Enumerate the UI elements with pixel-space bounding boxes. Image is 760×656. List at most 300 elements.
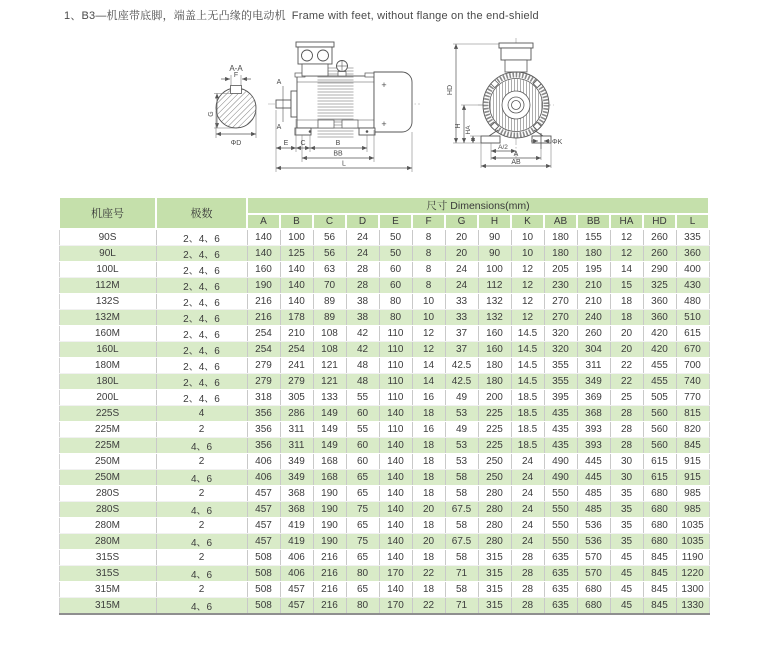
cell-poles: 2、4、6: [156, 278, 247, 294]
cell-dim-f: 12: [412, 326, 445, 342]
cell-dim-ha: 12: [610, 246, 643, 262]
cell-dim-l: 615: [676, 326, 709, 342]
cell-dim-ha: 45: [610, 550, 643, 566]
fan-cowl: [374, 72, 412, 132]
cell-dim-hd: 680: [643, 534, 676, 550]
cell-dim-c: 89: [313, 294, 346, 310]
cell-poles: 2: [156, 550, 247, 566]
cell-dim-ha: 30: [610, 470, 643, 486]
cell-dim-ab: 490: [544, 454, 577, 470]
cell-dim-hd: 680: [643, 518, 676, 534]
cell-dim-ab: 320: [544, 326, 577, 342]
cell-dim-b: 368: [280, 486, 313, 502]
cell-dim-h: 225: [478, 422, 511, 438]
cell-dim-d: 60: [346, 454, 379, 470]
cell-dim-g: 20: [445, 229, 478, 246]
cell-frame-size: 180M: [59, 358, 156, 374]
cell-dim-ab: 435: [544, 438, 577, 454]
cell-dim-a: 160: [247, 262, 280, 278]
col-header-l: L: [676, 214, 709, 229]
cell-dim-b: 140: [280, 262, 313, 278]
cell-dim-k: 28: [511, 582, 544, 598]
cell-dim-ha: 18: [610, 294, 643, 310]
cell-dim-e: 110: [379, 390, 412, 406]
cell-poles: 2、4、6: [156, 229, 247, 246]
cell-dim-a: 356: [247, 406, 280, 422]
cell-dim-ha: 45: [610, 566, 643, 582]
cell-dim-e: 80: [379, 294, 412, 310]
cell-dim-c: 108: [313, 342, 346, 358]
left-foot: [481, 136, 500, 143]
col-header-d: D: [346, 214, 379, 229]
cell-dim-k: 18.5: [511, 390, 544, 406]
cell-poles: 4、6: [156, 470, 247, 486]
cell-dim-l: 1330: [676, 598, 709, 615]
cell-dim-ha: 18: [610, 310, 643, 326]
cell-dim-d: 65: [346, 470, 379, 486]
cell-poles: 2、4、6: [156, 262, 247, 278]
cell-frame-size: 225M: [59, 422, 156, 438]
dim-label-h: H: [455, 123, 462, 129]
cell-frame-size: 315M: [59, 598, 156, 615]
cell-dim-g: 58: [445, 518, 478, 534]
cell-dim-k: 28: [511, 550, 544, 566]
table-row: [59, 358, 709, 374]
col-header-bb: BB: [577, 214, 610, 229]
cell-dim-c: 89: [313, 310, 346, 326]
cell-dim-k: 10: [511, 229, 544, 246]
table-row: [59, 390, 709, 406]
cell-dim-ab: 635: [544, 582, 577, 598]
cell-dim-bb: 536: [577, 518, 610, 534]
shaft: [276, 100, 291, 108]
cell-dim-e: 140: [379, 550, 412, 566]
cell-poles: 2: [156, 518, 247, 534]
cell-dim-ab: 550: [544, 486, 577, 502]
col-header-b: B: [280, 214, 313, 229]
dim-label-b: B: [335, 140, 341, 147]
cell-dim-e: 140: [379, 470, 412, 486]
cell-dim-h: 250: [478, 454, 511, 470]
cell-frame-size: 180L: [59, 374, 156, 390]
cell-dim-d: 42: [346, 342, 379, 358]
cell-frame-size: 280S: [59, 502, 156, 518]
page-title-en: Frame with feet, without flange on the end-shield: [291, 10, 539, 22]
cell-dim-f: 14: [412, 374, 445, 390]
cell-dim-d: 75: [346, 502, 379, 518]
cell-dim-f: 20: [412, 534, 445, 550]
cell-dim-b: 305: [280, 390, 313, 406]
cell-dim-c: 70: [313, 278, 346, 294]
cell-dim-hd: 505: [643, 390, 676, 406]
cell-dim-k: 12: [511, 262, 544, 278]
cell-dim-c: 216: [313, 598, 346, 615]
dim-label-phid: ΦD: [230, 140, 242, 147]
cell-dim-h: 160: [478, 326, 511, 342]
table-row: [59, 310, 709, 326]
cell-dim-f: 10: [412, 294, 445, 310]
col-header-e: E: [379, 214, 412, 229]
cell-dim-b: 140: [280, 278, 313, 294]
table-row: [59, 262, 709, 278]
cell-frame-size: 90S: [59, 229, 156, 246]
cell-dim-b: 406: [280, 550, 313, 566]
cell-dim-g: 58: [445, 486, 478, 502]
cell-frame-size: 100L: [59, 262, 156, 278]
cell-dim-ha: 45: [610, 598, 643, 615]
cell-frame-size: 132M: [59, 310, 156, 326]
cell-dim-l: 820: [676, 422, 709, 438]
table-row: [59, 598, 709, 615]
cell-dim-l: 670: [676, 342, 709, 358]
cell-dim-g: 58: [445, 582, 478, 598]
cell-poles: 2、4、6: [156, 294, 247, 310]
cell-dim-f: 8: [412, 246, 445, 262]
cell-dim-hd: 325: [643, 278, 676, 294]
cell-frame-size: 160M: [59, 326, 156, 342]
cell-dim-b: 368: [280, 502, 313, 518]
table-row: [59, 278, 709, 294]
cell-dim-l: 770: [676, 390, 709, 406]
cell-dim-b: 254: [280, 342, 313, 358]
cell-dim-g: 71: [445, 566, 478, 582]
table-row: [59, 326, 709, 342]
cell-dim-c: 168: [313, 454, 346, 470]
cell-dim-k: 18.5: [511, 438, 544, 454]
cell-poles: 2、4、6: [156, 374, 247, 390]
cell-dim-k: 24: [511, 502, 544, 518]
cell-dim-bb: 445: [577, 470, 610, 486]
cell-dim-bb: 445: [577, 454, 610, 470]
cell-dim-bb: 210: [577, 294, 610, 310]
cell-poles: 2、4、6: [156, 310, 247, 326]
cell-poles: 2、4、6: [156, 358, 247, 374]
cell-dim-k: 24: [511, 534, 544, 550]
dim-label-e: E: [283, 140, 289, 147]
cell-dim-b: 311: [280, 438, 313, 454]
cell-dim-f: 18: [412, 470, 445, 486]
cell-dim-d: 60: [346, 406, 379, 422]
cell-dim-hd: 615: [643, 454, 676, 470]
cell-poles: 4、6: [156, 566, 247, 582]
cell-dim-d: 65: [346, 582, 379, 598]
cell-poles: 4、6: [156, 502, 247, 518]
cell-dim-f: 16: [412, 422, 445, 438]
cell-dim-b: 140: [280, 294, 313, 310]
col-header-ha: HA: [610, 214, 643, 229]
cell-dim-d: 42: [346, 326, 379, 342]
cell-dim-f: 20: [412, 502, 445, 518]
cell-dim-ab: 230: [544, 278, 577, 294]
cell-dim-l: 845: [676, 438, 709, 454]
cell-dim-a: 140: [247, 229, 280, 246]
cell-dim-e: 140: [379, 454, 412, 470]
cell-frame-size: 315S: [59, 566, 156, 582]
cell-dim-ha: 35: [610, 502, 643, 518]
cell-dim-g: 24: [445, 262, 478, 278]
cell-frame-size: 250M: [59, 454, 156, 470]
cell-frame-size: 225M: [59, 438, 156, 454]
table-row: [59, 374, 709, 390]
cell-dim-a: 508: [247, 566, 280, 582]
table-row: [59, 422, 709, 438]
cell-dim-d: 65: [346, 518, 379, 534]
cell-dim-e: 170: [379, 566, 412, 582]
cell-dim-h: 160: [478, 342, 511, 358]
cell-dim-e: 140: [379, 502, 412, 518]
cell-dim-l: 1300: [676, 582, 709, 598]
cell-dim-a: 190: [247, 278, 280, 294]
cell-dim-a: 457: [247, 534, 280, 550]
cell-dim-ha: 30: [610, 454, 643, 470]
cell-dim-ab: 205: [544, 262, 577, 278]
cell-dim-d: 28: [346, 262, 379, 278]
cell-dim-b: 241: [280, 358, 313, 374]
cell-dim-h: 225: [478, 406, 511, 422]
table-row: [59, 566, 709, 582]
cell-dim-bb: 393: [577, 438, 610, 454]
cell-dim-h: 280: [478, 534, 511, 550]
cell-dim-ab: 270: [544, 310, 577, 326]
cell-dim-ha: 12: [610, 229, 643, 246]
cell-dim-k: 28: [511, 566, 544, 582]
cell-dim-b: 419: [280, 518, 313, 534]
cell-dim-a: 140: [247, 246, 280, 262]
cell-dim-a: 318: [247, 390, 280, 406]
cell-dim-k: 12: [511, 310, 544, 326]
cell-dim-c: 149: [313, 406, 346, 422]
cell-dim-hd: 560: [643, 438, 676, 454]
cell-dim-k: 10: [511, 246, 544, 262]
cell-dim-l: 360: [676, 246, 709, 262]
plus-mark-bottom: +: [381, 119, 387, 129]
cell-dim-d: 65: [346, 550, 379, 566]
cell-dim-a: 216: [247, 310, 280, 326]
cell-dim-c: 108: [313, 326, 346, 342]
cell-dim-ha: 28: [610, 438, 643, 454]
cell-dim-k: 14.5: [511, 342, 544, 358]
cell-dim-hd: 845: [643, 550, 676, 566]
dim-label-a: A: [513, 151, 519, 158]
cell-dim-f: 8: [412, 278, 445, 294]
cell-frame-size: 315S: [59, 550, 156, 566]
cell-dim-c: 133: [313, 390, 346, 406]
cell-dim-e: 60: [379, 278, 412, 294]
cell-dim-c: 121: [313, 374, 346, 390]
cell-dim-ab: 180: [544, 229, 577, 246]
cell-dim-a: 508: [247, 598, 280, 615]
cell-dim-g: 67.5: [445, 502, 478, 518]
cell-dim-h: 180: [478, 358, 511, 374]
cell-dim-b: 100: [280, 229, 313, 246]
table-row: [59, 229, 709, 246]
dim-label-hd: HD: [447, 84, 454, 96]
col-header-k: K: [511, 214, 544, 229]
cell-dim-hd: 360: [643, 310, 676, 326]
cell-dim-f: 8: [412, 262, 445, 278]
cell-dim-e: 110: [379, 326, 412, 342]
cell-dim-k: 12: [511, 294, 544, 310]
cell-dim-d: 60: [346, 438, 379, 454]
cell-poles: 2: [156, 486, 247, 502]
cell-dim-hd: 845: [643, 566, 676, 582]
cell-poles: 2、4、6: [156, 326, 247, 342]
cell-dim-f: 22: [412, 566, 445, 582]
cell-dim-d: 48: [346, 374, 379, 390]
cell-dim-c: 216: [313, 550, 346, 566]
cell-dim-l: 915: [676, 454, 709, 470]
cell-dim-k: 24: [511, 518, 544, 534]
cell-dim-g: 53: [445, 454, 478, 470]
cell-dim-h: 100: [478, 262, 511, 278]
cell-dim-h: 132: [478, 294, 511, 310]
cell-dim-d: 65: [346, 486, 379, 502]
dim-label-ha: HA: [465, 125, 472, 135]
cell-dim-bb: 485: [577, 486, 610, 502]
col-header-hd: HD: [643, 214, 676, 229]
cell-dim-ha: 22: [610, 358, 643, 374]
cell-poles: 4、6: [156, 534, 247, 550]
cell-dim-hd: 420: [643, 326, 676, 342]
cell-poles: 2: [156, 582, 247, 598]
cell-dim-g: 42.5: [445, 358, 478, 374]
cell-dim-k: 24: [511, 470, 544, 486]
cell-dim-ab: 180: [544, 246, 577, 262]
cell-dim-ha: 14: [610, 262, 643, 278]
cell-dim-bb: 260: [577, 326, 610, 342]
cell-dim-a: 406: [247, 454, 280, 470]
cell-dim-d: 55: [346, 422, 379, 438]
cell-dim-a: 279: [247, 358, 280, 374]
cell-dim-bb: 570: [577, 566, 610, 582]
cell-dim-c: 168: [313, 470, 346, 486]
cell-poles: 2、4、6: [156, 342, 247, 358]
cell-frame-size: 250M: [59, 470, 156, 486]
cell-dim-a: 254: [247, 342, 280, 358]
cell-frame-size: 200L: [59, 390, 156, 406]
cell-frame-size: 280M: [59, 534, 156, 550]
motor-end-view: [447, 38, 563, 168]
cell-dim-ab: 395: [544, 390, 577, 406]
cell-dim-f: 8: [412, 229, 445, 246]
cell-frame-size: 112M: [59, 278, 156, 294]
cell-dim-k: 18.5: [511, 422, 544, 438]
cell-dim-h: 90: [478, 229, 511, 246]
cell-dim-g: 37: [445, 342, 478, 358]
cell-poles: 2、4、6: [156, 246, 247, 262]
cell-dim-ha: 45: [610, 582, 643, 598]
cell-dim-g: 33: [445, 294, 478, 310]
cell-dim-d: 24: [346, 246, 379, 262]
cell-dim-hd: 680: [643, 486, 676, 502]
cell-dim-g: 49: [445, 390, 478, 406]
dimensions-table-body: [59, 229, 709, 614]
cell-dim-e: 140: [379, 582, 412, 598]
cell-dim-l: 1220: [676, 566, 709, 582]
cell-dim-g: 42.5: [445, 374, 478, 390]
cell-dim-l: 1190: [676, 550, 709, 566]
cell-dim-hd: 420: [643, 342, 676, 358]
cell-dim-a: 508: [247, 582, 280, 598]
cell-dim-h: 315: [478, 566, 511, 582]
right-foot: [532, 136, 551, 143]
cell-dim-bb: 311: [577, 358, 610, 374]
cell-dim-b: 457: [280, 582, 313, 598]
cell-dim-bb: 210: [577, 278, 610, 294]
cell-dim-g: 20: [445, 246, 478, 262]
cell-dim-b: 419: [280, 534, 313, 550]
cell-dim-c: 56: [313, 246, 346, 262]
dim-label-phik: ΦK: [552, 139, 563, 146]
shaft-end: [512, 101, 521, 110]
cell-dim-ab: 355: [544, 374, 577, 390]
cell-dim-ha: 35: [610, 486, 643, 502]
col-header-h: H: [478, 214, 511, 229]
cell-dim-h: 132: [478, 310, 511, 326]
terminal-box-lid: [296, 42, 334, 47]
cell-dim-bb: 349: [577, 374, 610, 390]
cell-dim-d: 38: [346, 294, 379, 310]
cell-poles: 2: [156, 454, 247, 470]
cell-dim-bb: 680: [577, 598, 610, 615]
table-row: [59, 486, 709, 502]
cell-poles: 2、4、6: [156, 390, 247, 406]
cell-dim-h: 280: [478, 518, 511, 534]
cell-dim-ab: 270: [544, 294, 577, 310]
dim-label-g: G: [208, 111, 215, 117]
table-row: [59, 534, 709, 550]
cell-dim-g: 53: [445, 438, 478, 454]
cell-dim-a: 457: [247, 518, 280, 534]
cell-dim-d: 75: [346, 534, 379, 550]
cell-dim-ha: 22: [610, 374, 643, 390]
cell-dim-e: 140: [379, 406, 412, 422]
cable-gland-left: [302, 50, 313, 61]
cell-dim-g: 58: [445, 550, 478, 566]
dim-label-c: C: [300, 140, 306, 147]
cell-dim-e: 110: [379, 358, 412, 374]
cell-dim-f: 18: [412, 518, 445, 534]
cut-label-bottom: A: [276, 124, 282, 131]
cell-dim-k: 18.5: [511, 406, 544, 422]
cell-dim-hd: 260: [643, 229, 676, 246]
cell-dim-ha: 25: [610, 390, 643, 406]
dim-label-a2: A/2: [498, 144, 508, 151]
cell-dim-ab: 550: [544, 502, 577, 518]
cell-dim-f: 14: [412, 358, 445, 374]
cell-dim-bb: 368: [577, 406, 610, 422]
cell-dim-l: 815: [676, 406, 709, 422]
cell-dim-h: 280: [478, 486, 511, 502]
col-header-g: G: [445, 214, 478, 229]
cell-dim-l: 430: [676, 278, 709, 294]
cell-dim-hd: 290: [643, 262, 676, 278]
cell-dim-b: 286: [280, 406, 313, 422]
cell-dim-c: 190: [313, 502, 346, 518]
table-row: [59, 438, 709, 454]
cell-dim-e: 50: [379, 246, 412, 262]
page-title: [64, 7, 539, 23]
col-header-dimensions: 尺寸 Dimensions(mm): [247, 197, 709, 214]
cell-frame-size: 90L: [59, 246, 156, 262]
page-title-zh: 1、B3—机座带底脚，端盖上无凸缘的电动机: [64, 10, 286, 22]
cell-dim-k: 14.5: [511, 326, 544, 342]
cell-dim-h: 90: [478, 246, 511, 262]
cell-poles: 4、6: [156, 598, 247, 615]
cell-dim-c: 149: [313, 438, 346, 454]
table-row: [59, 454, 709, 470]
cell-poles: 4: [156, 406, 247, 422]
